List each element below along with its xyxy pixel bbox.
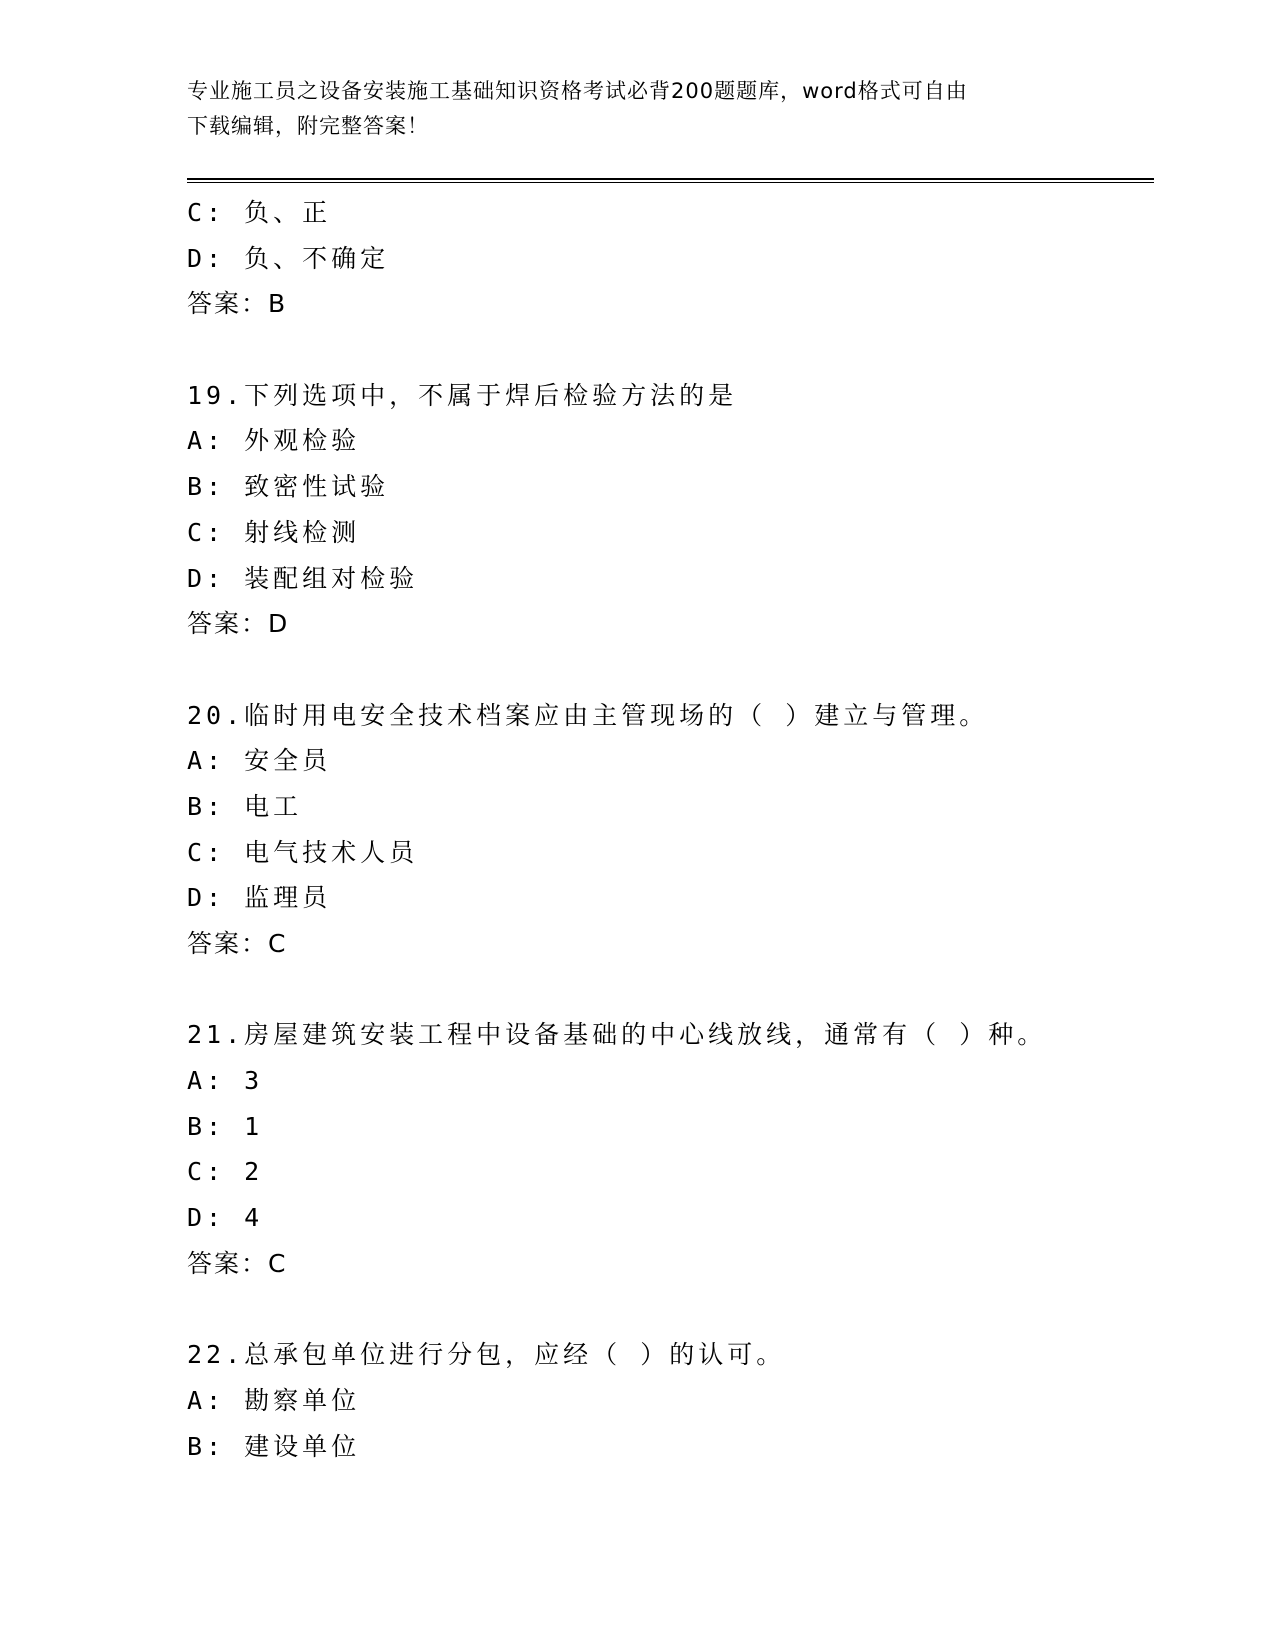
- spacer: [187, 1287, 1154, 1333]
- question-text: 22.总承包单位进行分包，应经（ ）的认可。: [187, 1340, 786, 1370]
- option-d: D: 4: [187, 1203, 264, 1233]
- question-block-18: [187, 190, 1154, 327]
- spacer: [187, 327, 1154, 373]
- option-c: C: 2: [187, 1157, 264, 1187]
- header-divider-thin: [187, 182, 1154, 183]
- answer-line: 答案：C: [187, 929, 288, 958]
- question-text: 20.临时用电安全技术档案应由主管现场的（ ）建立与管理。: [187, 700, 989, 730]
- option-a: A: 外观检验: [187, 426, 361, 456]
- question-list: [187, 190, 1154, 1469]
- header-line-2: 下载编辑，附完整答案！: [187, 114, 429, 138]
- answer-line: 答案：B: [187, 289, 288, 319]
- option-b: B: 电工: [187, 791, 303, 821]
- option-a: A: 安全员: [187, 746, 332, 776]
- question-block-22: [187, 1332, 1154, 1469]
- option-b: B: 致密性试验: [187, 472, 390, 502]
- answer-line: 答案：C: [187, 1248, 288, 1278]
- question-block-21: [187, 1012, 1154, 1286]
- header-divider-thick: [187, 178, 1154, 180]
- header-line-1: 专业施工员之设备安装施工基础知识资格考试必背200题题库，word格式可自由: [187, 79, 968, 103]
- question-text: 19.下列选项中，不属于焊后检验方法的是: [187, 380, 738, 410]
- spacer: [187, 967, 1154, 1013]
- option-b: B: 建设单位: [187, 1431, 361, 1461]
- option-d: D: 负、不确定: [187, 243, 390, 273]
- option-d: D: 监理员: [187, 883, 332, 913]
- question-block-19: [187, 373, 1154, 647]
- option-a: A: 勘察单位: [187, 1385, 361, 1415]
- option-c: C: 射线检测: [187, 517, 361, 547]
- document-header: [187, 74, 1067, 144]
- question-text: 21.房屋建筑安装工程中设备基础的中心线放线，通常有（ ）种。: [187, 1020, 1047, 1050]
- option-d: D: 装配组对检验: [187, 563, 419, 593]
- option-c: C: 电气技术人员: [187, 837, 419, 867]
- option-a: A: 3: [187, 1066, 264, 1096]
- answer-line: 答案：D: [187, 609, 290, 639]
- question-block-20: [187, 693, 1154, 967]
- spacer: [187, 647, 1154, 693]
- option-c: C: 负、正: [187, 198, 332, 227]
- option-b: B: 1: [187, 1111, 264, 1141]
